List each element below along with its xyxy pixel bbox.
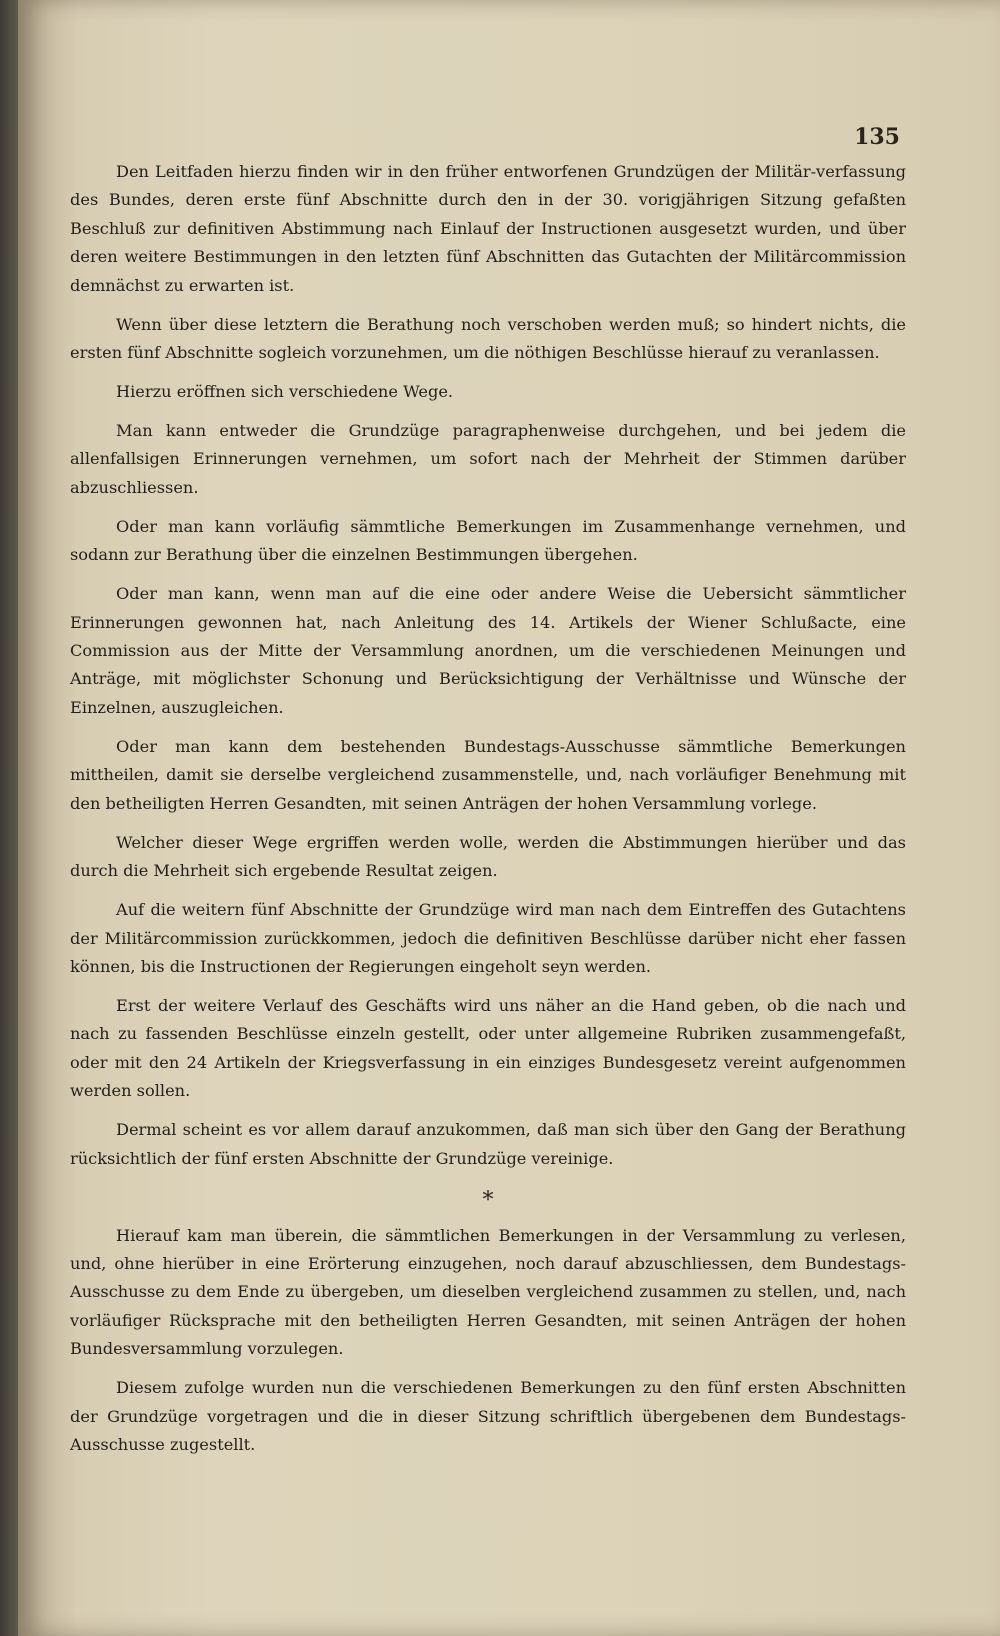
paragraph: Welcher dieser Wege ergriffen werden wolle, werden die Abstimmungen hierüber und das durch die Mehrheit sich ergebende Resultat zeigen. (70, 832, 906, 881)
paragraph: Dermal scheint es vor allem darauf anzukommen, daß man sich über den Gang der Berathung rücksichtlich der fünf ersten Abschnitte der Grundzüge vereinige. (70, 1120, 906, 1168)
paragraph: Oder man kann dem bestehenden Bundestags-Ausschusse sämmtliche Bemerkungen mittheilen, damit sie derselbe vergleichend zusammenstelle, und, nach vorläufiger Benehmung mit den betheiligten Herren Gesandten, mit seinen Anträgen der hohen Versammlung vorlege. (70, 736, 906, 813)
paragraph: Diesem zufolge wurden nun die verschiedenen Bemerkungen zu den fünf ersten Abschnitten der Grundzüge vorgetragen und die in dieser Sitzung schriftlich übergebenen dem Bundestags-Ausschusse zugestellt. (70, 1378, 906, 1454)
paragraph: Hierzu eröffnen sich verschiedene Wege. (116, 382, 454, 402)
page-number: 135 (854, 124, 900, 150)
page-text (70, 158, 906, 1470)
paragraph: Oder man kann vorläufig sämmtliche Bemerkungen im Zusammenhange vernehmen, und sodann zur Berathung über die einzelnen Bestimmungen übergehen. (70, 516, 906, 565)
paragraph: Oder man kann, wenn man auf die eine oder andere Weise die Uebersicht sämmtlicher Erinnerungen gewonnen hat, nach Anleitung des 14. Artikels der Wiener Schlußacte, eine Commission aus der Mitte der Versammlung anordnen, um die verschiedenen Meinungen und Anträge, mit möglichster Schonung und Berücksichtigung der Verhältnisse und Wünsche der Einzelnen, auszugleichen. (70, 584, 906, 717)
paragraph: Erst der weitere Verlauf des Geschäfts wird uns näher an die Hand geben, ob die nach und nach zu fassenden Beschlüsse einzeln gestellt, oder unter allgemeine Rubriken zusammengefaßt, oder mit den 24 Artikeln der Kriegsverfassung in ein einziges Bundesgesetz vereint aufgenommen werden sollen. (70, 995, 906, 1101)
paragraph: Hierauf kam man überein, die sämmtlichen Bemerkungen in der Versammlung zu verlesen, und, ohne hierüber in eine Erörterung einzugehen, noch darauf abzuschliessen, dem Bundestags-Ausschusse zu dem Ende zu übergeben, um dieselben vergleichend zusammen zu stellen, und, nach vorläufiger Rücksprache mit den betheiligten Herren Gesandten, mit seinen Anträgen der hohen Bundesversammlung vorzulegen. (70, 1225, 906, 1359)
paragraph: Den Leitfaden hierzu finden wir in den früher entworfenen Grundzügen der Militär-verfassung des Bundes, deren erste fünf Abschnitte durch den in der 30. vorigjährigen Sitzung gefaßten Beschluß zur definitiven Abstimmung nach Einlauf der Instructionen ausgesetzt wurden, und über deren weitere Bestimmungen in den letzten fünf Abschnitten das Gutachten der Militärcommission demnächst zu erwarten ist. (70, 162, 906, 295)
section-separator: * (482, 1187, 494, 1213)
book-page (18, 0, 1000, 1636)
paragraph: Man kann entweder die Grundzüge paragraphenweise durchgehen, und bei jedem die allenfallsigen Erinnerungen vernehmen, um sofort nach der Mehrheit der Stimmen darüber abzuschliessen. (70, 421, 906, 497)
paragraph: Wenn über diese letztern die Berathung noch verschoben werden muß; so hindert nichts, die ersten fünf Abschnitte sogleich vorzunehmen, um die nöthigen Beschlüsse hierauf zu veranlassen. (70, 314, 906, 363)
paragraph: Auf die weitern fünf Abschnitte der Grundzüge wird man nach dem Eintreffen des Gutachtens der Militärcommission zurückkommen, jedoch die definitiven Beschlüsse darüber nicht eher fassen können, bis die Instructionen der Regierungen eingeholt seyn werden. (70, 900, 906, 976)
